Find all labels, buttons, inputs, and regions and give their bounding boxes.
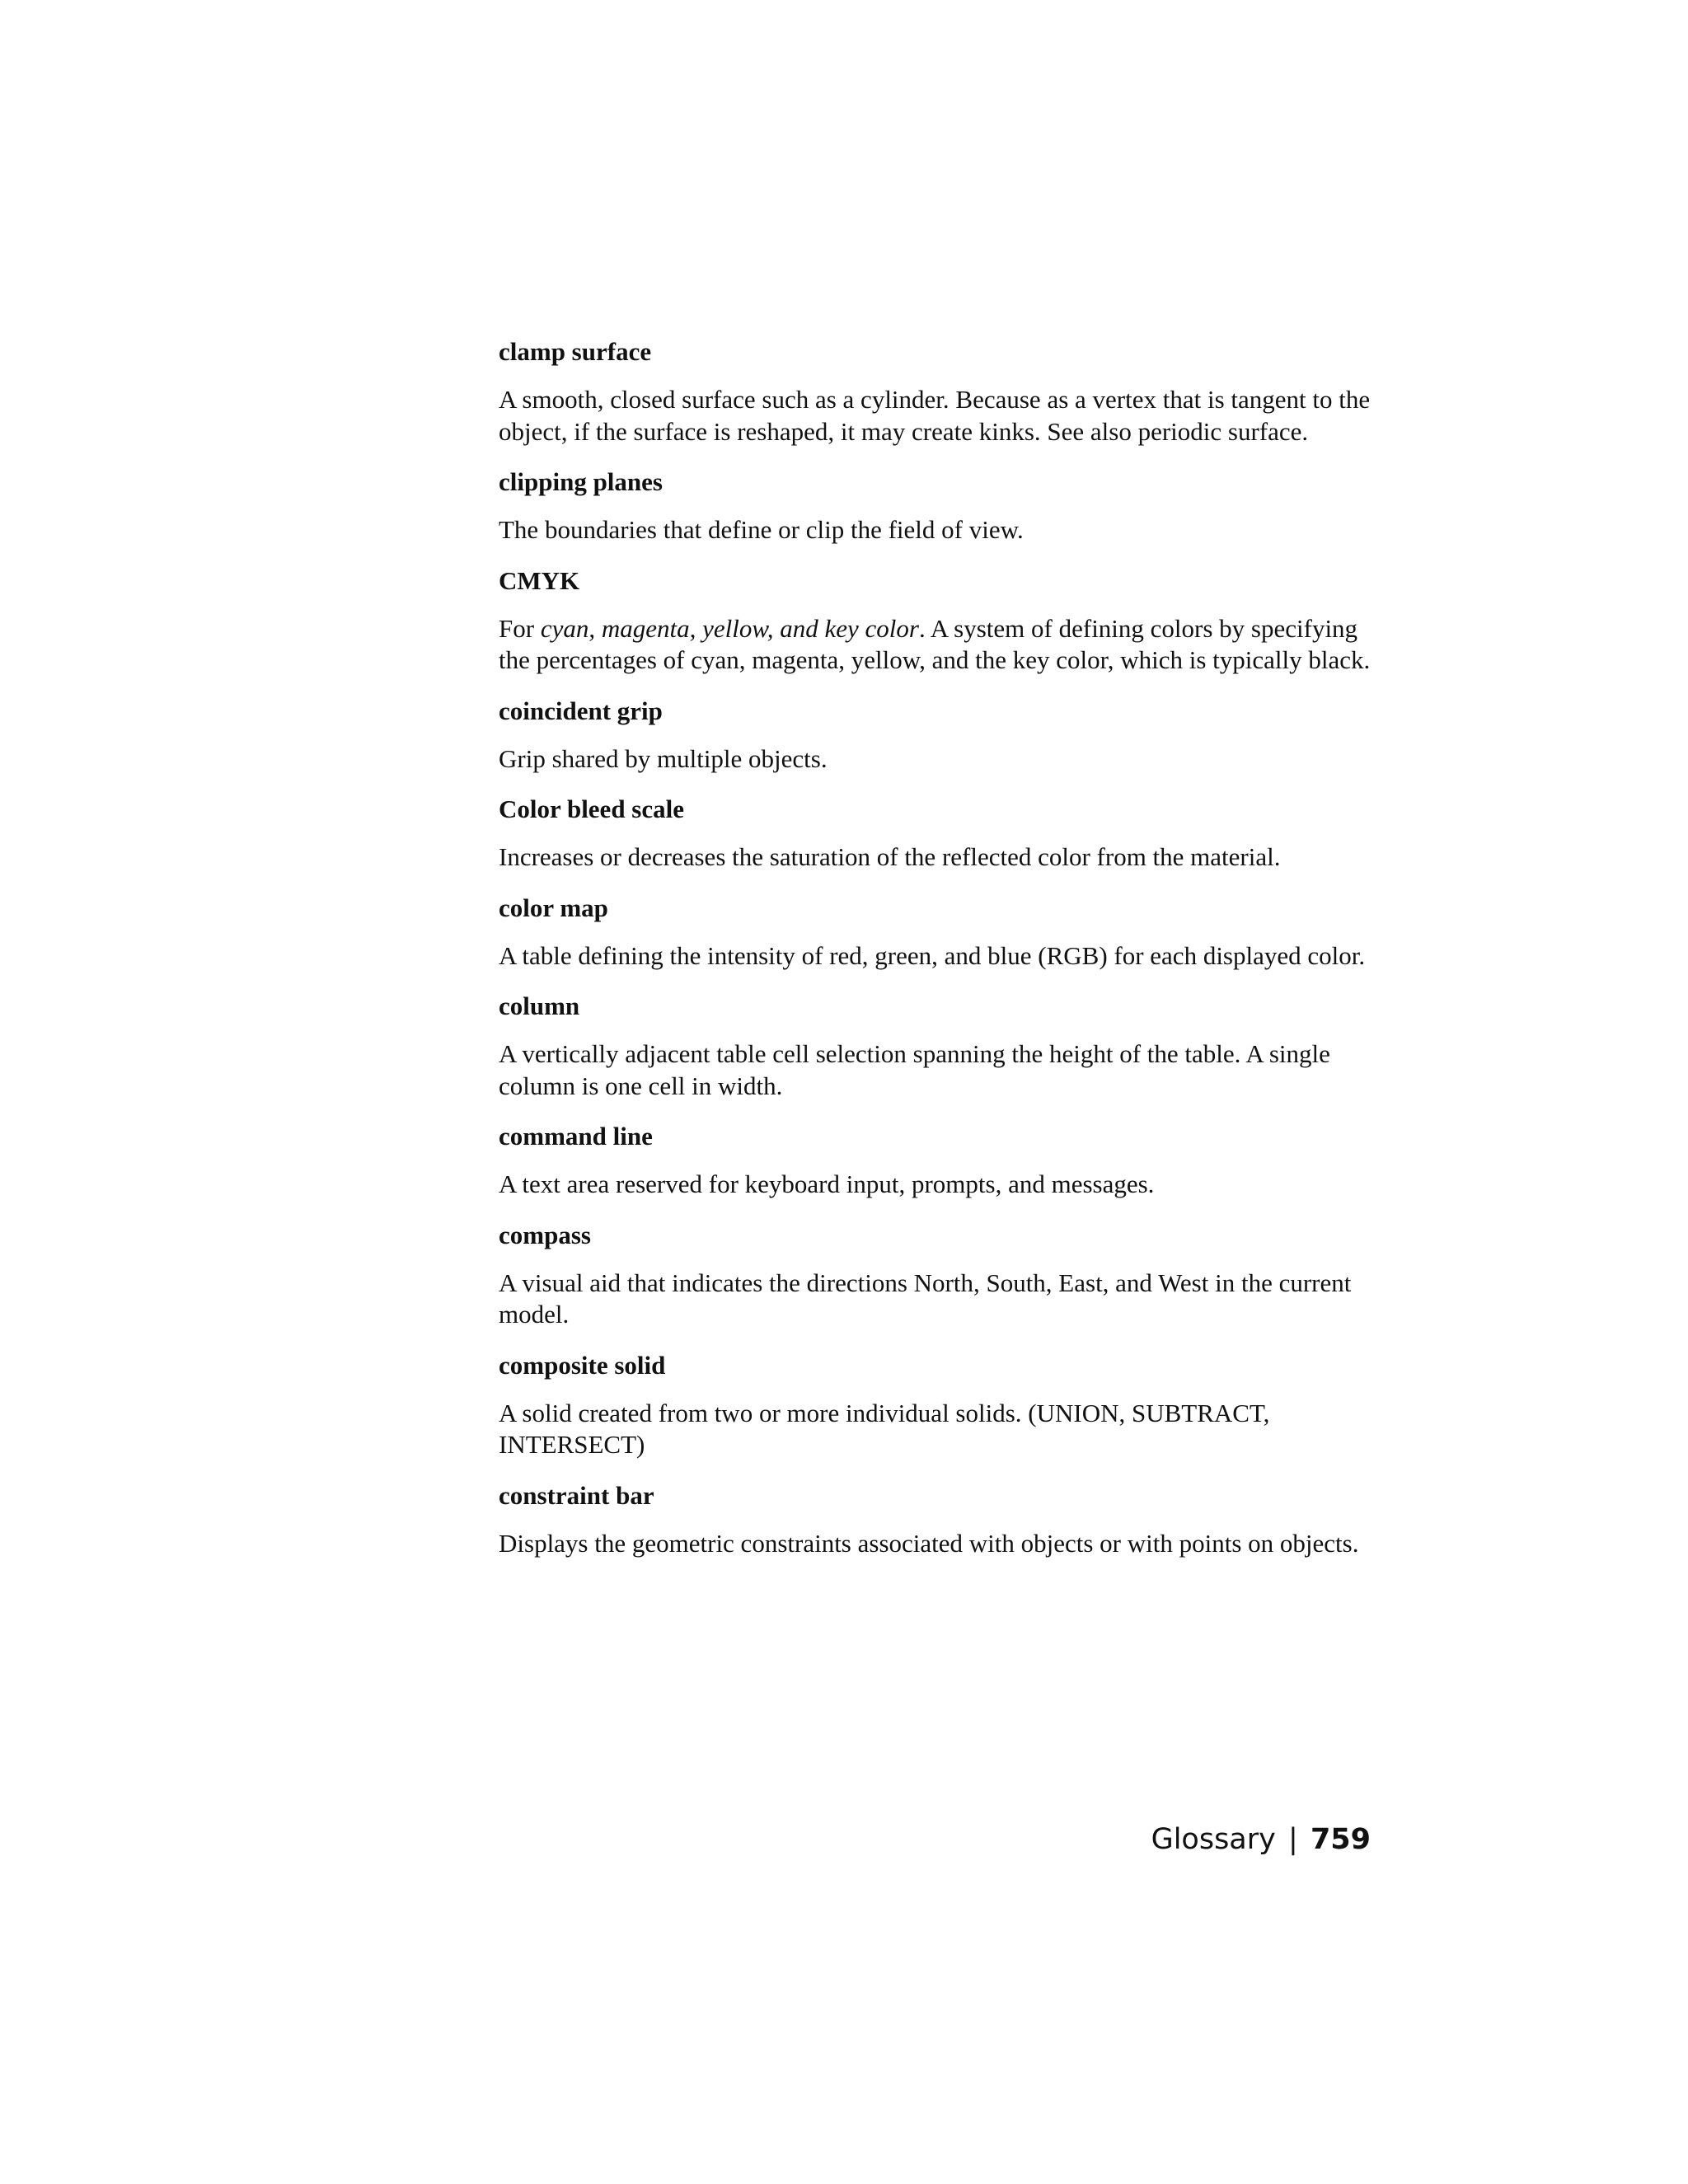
- footer-separator: |: [1288, 1823, 1298, 1856]
- glossary-term: clamp surface: [499, 337, 652, 366]
- glossary-definition: A text area reserved for keyboard input, prompts, and messages.: [499, 1169, 1155, 1198]
- glossary-term: coincident grip: [499, 696, 663, 725]
- glossary-entry: [499, 794, 1374, 874]
- glossary-entry: [499, 565, 1374, 677]
- glossary-entry: [499, 336, 1374, 448]
- definition-italic: cyan, magenta, yellow, and key color: [540, 613, 919, 643]
- definition-prefix: For: [499, 613, 541, 643]
- page-number: 759: [1310, 1823, 1371, 1856]
- glossary-definition: Increases or decreases the saturation of the reflected color from the material.: [499, 842, 1281, 871]
- glossary-term: clipping planes: [499, 467, 663, 496]
- glossary-definition: A solid created from two or more individual solids. (UNION, SUBTRACT, INTERSECT): [499, 1398, 1270, 1459]
- glossary-definition: [499, 613, 1374, 677]
- footer-section-label: Glossary: [1151, 1823, 1276, 1856]
- definition-rest: . A system of defining colors by specifying the percentages of cyan, magenta, yellow, and the key color, which is typically black.: [499, 613, 1371, 674]
- glossary-definition: A vertically adjacent table cell selection spanning the height of the table. A single column is one cell in width.: [499, 1039, 1330, 1100]
- glossary-content: [499, 336, 1374, 1578]
- glossary-entry: [499, 466, 1374, 546]
- glossary-entry: [499, 1480, 1374, 1560]
- glossary-definition: Displays the geometric constraints associated with objects or with points on objects.: [499, 1528, 1359, 1558]
- glossary-term: command line: [499, 1122, 653, 1151]
- glossary-definition: Grip shared by multiple objects.: [499, 743, 828, 773]
- glossary-term: CMYK: [499, 565, 580, 595]
- glossary-entry: [499, 696, 1374, 776]
- glossary-term: composite solid: [499, 1350, 666, 1380]
- glossary-entry: [499, 991, 1374, 1102]
- glossary-term: column: [499, 991, 580, 1020]
- glossary-definition: The boundaries that define or clip the field of view.: [499, 515, 1024, 544]
- glossary-term: color map: [499, 893, 608, 922]
- glossary-entry: [499, 1220, 1374, 1331]
- page-footer: [1151, 1821, 1371, 1858]
- glossary-entry: [499, 1350, 1374, 1461]
- glossary-term: constraint bar: [499, 1480, 654, 1510]
- glossary-entry: [499, 1121, 1374, 1201]
- glossary-definition: A table defining the intensity of red, green, and blue (RGB) for each displayed color.: [499, 940, 1366, 970]
- glossary-term: compass: [499, 1220, 591, 1249]
- glossary-entry: [499, 893, 1374, 972]
- glossary-definition: A visual aid that indicates the directions North, South, East, and West in the current model.: [499, 1268, 1352, 1329]
- glossary-definition: A smooth, closed surface such as a cylinder. Because as a vertex that is tangent to the object, if the surface is reshaped, it may create kinks. See also periodic surface.: [499, 385, 1371, 446]
- glossary-term: Color bleed scale: [499, 794, 685, 823]
